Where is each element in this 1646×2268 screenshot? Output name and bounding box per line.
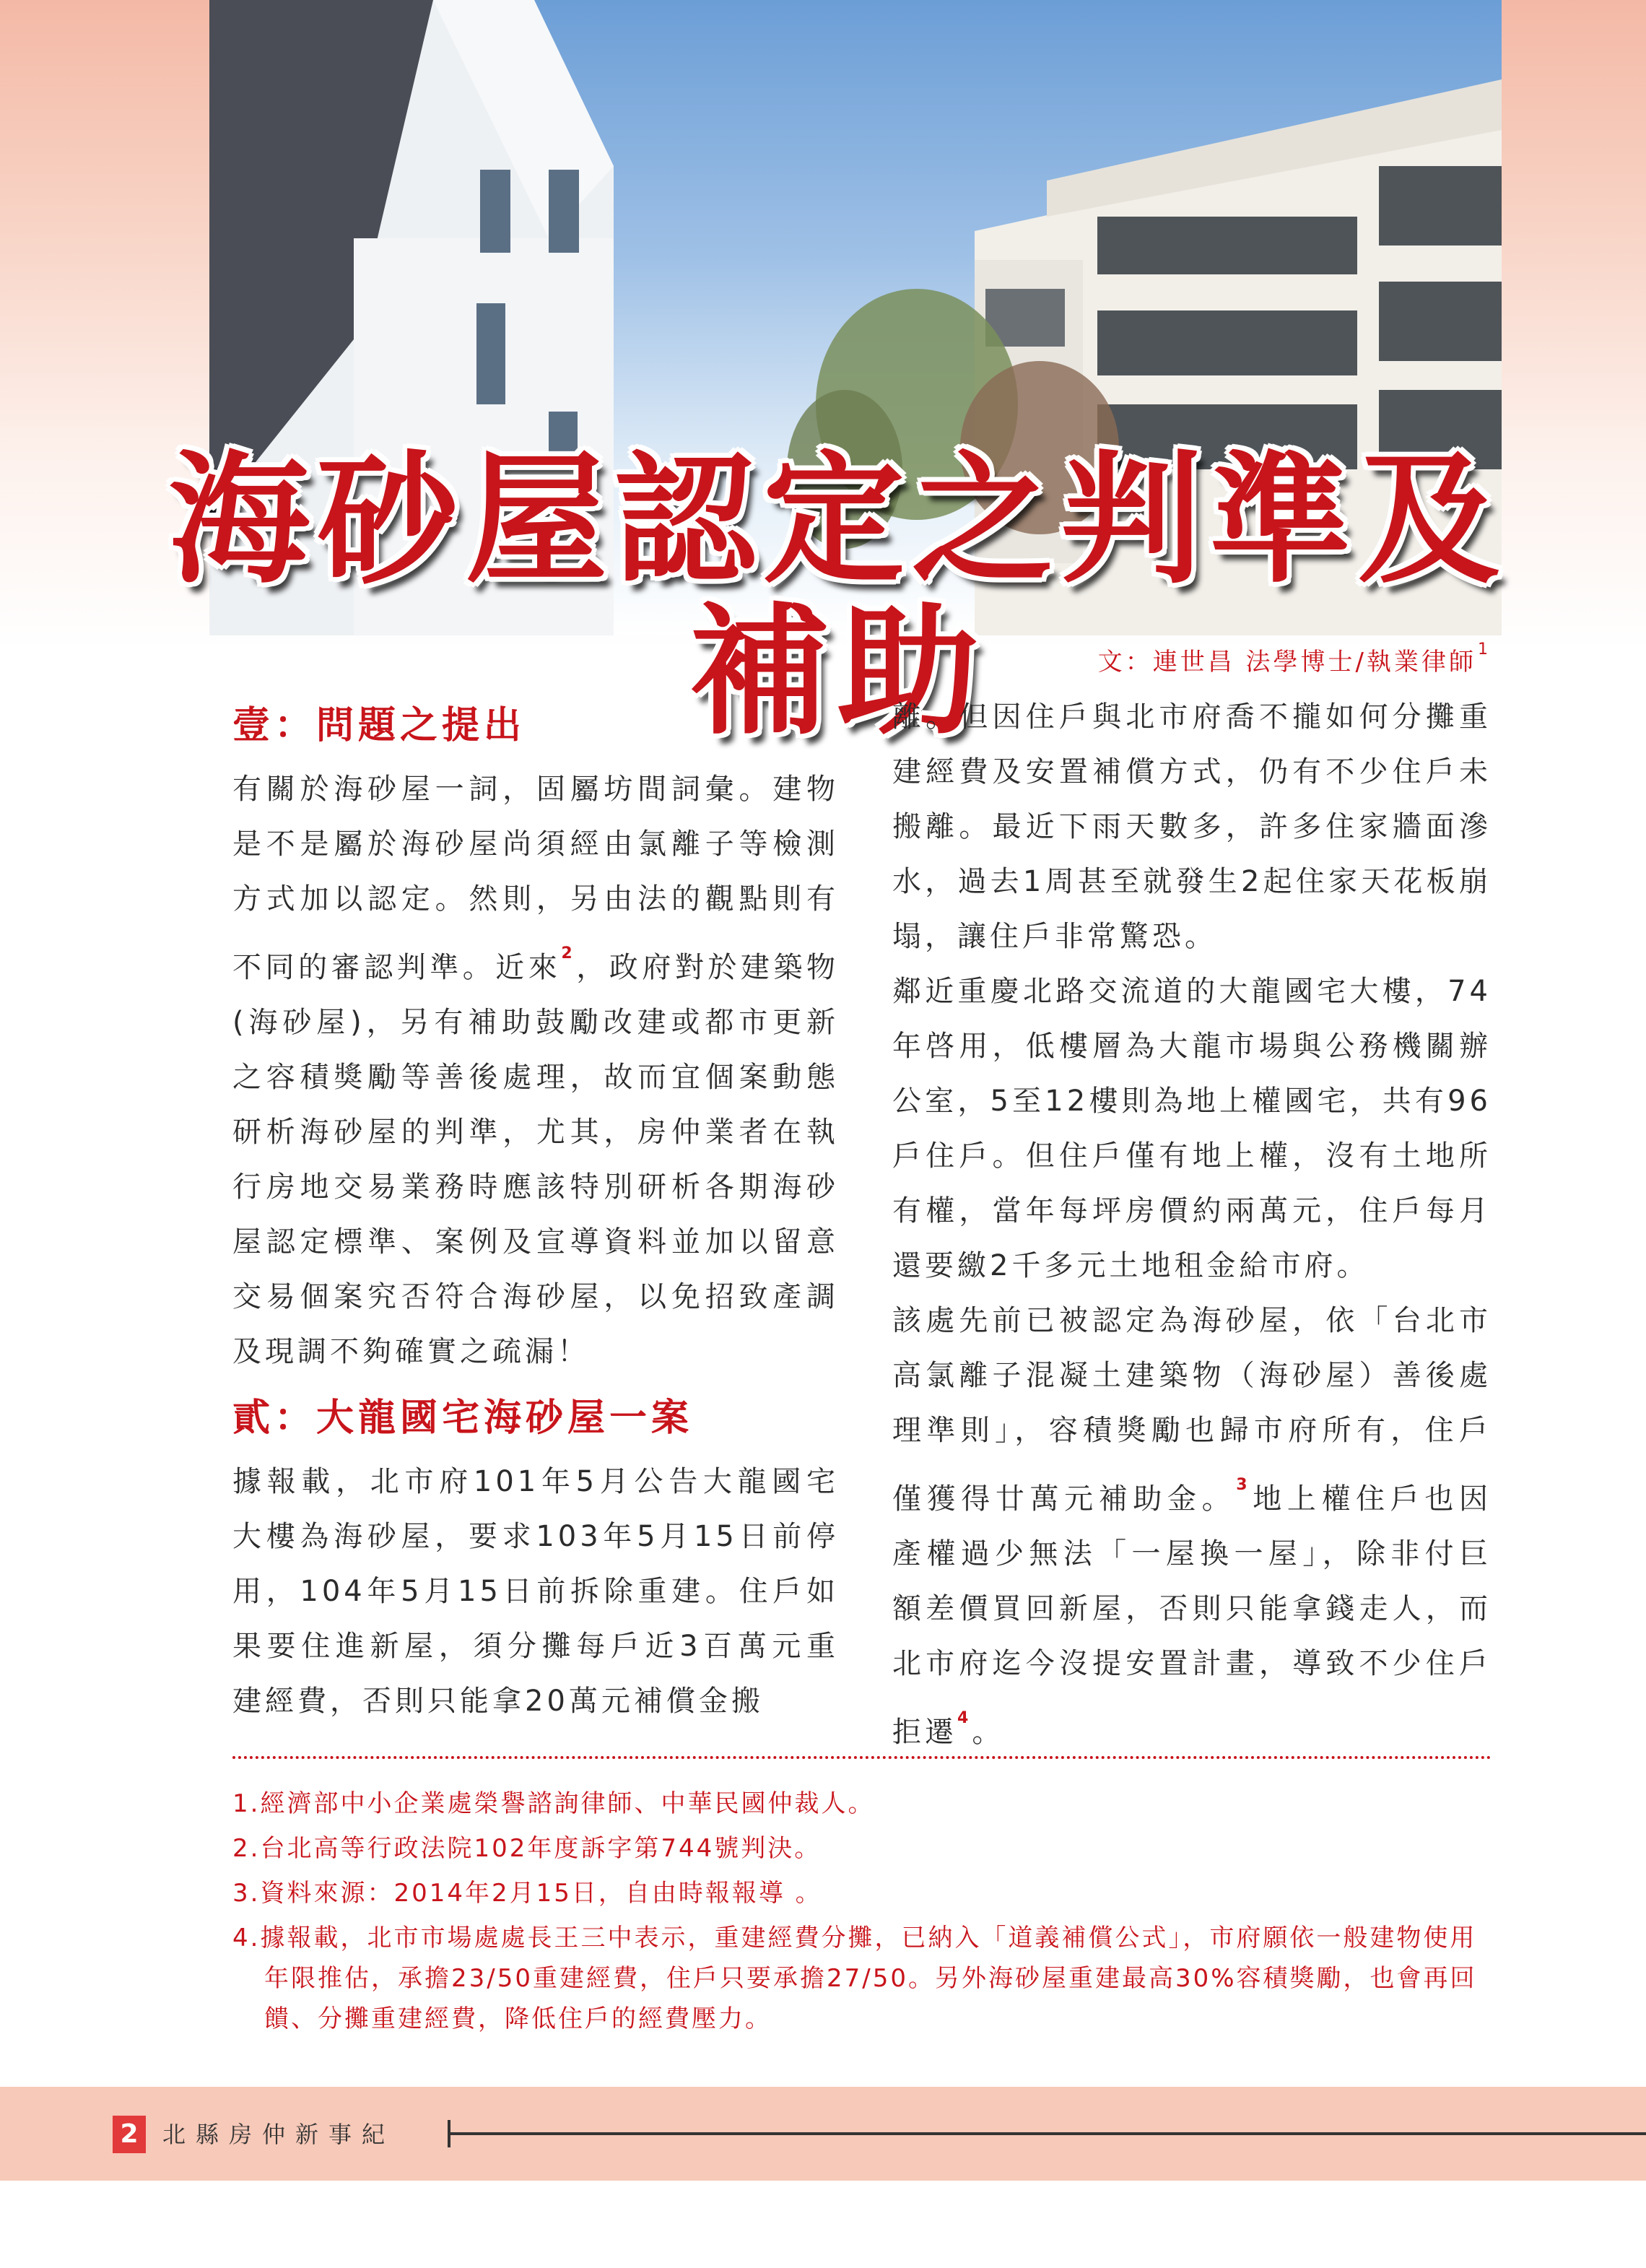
section-2-text-a: 該處先前已被認定為海砂屋，依「台北市高氯離子混凝土建築物（海砂屋）善後處理準則」，容積獎勵也歸市府所有，住戶僅獲得廿萬元補助金。: [892, 1304, 1492, 1516]
article-title: 海砂屋認定之判準及補助: [167, 437, 1507, 755]
right-column: [892, 690, 1492, 1760]
left-column: [232, 690, 839, 1729]
footnote-4: 4.據報載，北市市場處處長王三中表示，重建經費分攤，已納入「道義補償公式」，市府願依一般建物使用年限推估，承擔23/50重建經費，住戶只要承擔27/50。另外海砂屋重建最高30%容積獎勵，也會再回饋、分攤重建經費，降低住戶的經費壓力。: [232, 1924, 1477, 2033]
section-2-heading: 貳：大龍國宅海砂屋一案: [232, 1396, 694, 1440]
footnote-ref-4: 4: [957, 1709, 972, 1727]
magazine-name: 北縣房仲新事紀: [162, 2121, 396, 2148]
footnote-ref-1: 1: [1478, 640, 1491, 659]
byline-text: 文：連世昌 法學博士/執業律師: [1097, 648, 1476, 677]
section-2-text-c: 。: [972, 1716, 1005, 1749]
section-2-paragraph-1: 據報載，北市府101年5月公告大龍國宅大樓為海砂屋，要求103年5月15日前停用，104年5月15日前拆除重建。住戶如果要住進新屋，須分攤每戶近3百萬元重建經費，否則只能拿20萬元補償金搬: [232, 1465, 839, 1718]
author-byline: [1097, 632, 1491, 677]
section-2-paragraph-3: [892, 1293, 1492, 1760]
section-1-paragraph: [232, 762, 839, 1379]
footnote-1: 1.經濟部中小企業處榮譽諮詢律師、中華民國仲裁人。: [232, 1789, 875, 1818]
section-1-heading: 壹：問題之提出: [232, 704, 526, 747]
footnote-divider: [232, 1756, 1492, 1759]
footnote-3: 3.資料來源：2014年2月15日，自由時報報導 。: [232, 1879, 822, 1908]
footnote-ref-2: 2: [561, 944, 576, 963]
section-2-paragraph-1-continued: 離。但因住戶與北市府喬不攏如何分攤重建經費及安置補償方式，仍有不少住戶未搬離。最近下雨天數多，許多住家牆面滲水，過去1周甚至就發生2起住家天花板崩塌，讓住戶非常驚恐。: [892, 700, 1492, 953]
section-1-text-a: 有關於海砂屋一詞，固屬坊間詞彙。建物是不是屬於海砂屋尚須經由氯離子等檢測方式加以認定。然則，另由法的觀點則有不同的審認判準。近來: [232, 773, 839, 984]
section-1-text-b: ，政府對於建築物(海砂屋)，另有補助鼓勵改建或都市更新之容積獎勵等善後處理，故而宜個案動態研析海砂屋的判準，尤其，房仲業者在執行房地交易業務時應該特別研析各期海砂屋認定標準、案例及宣導資料並加以留意交易個案究否符合海砂屋，以免招致產調及現調不夠確實之疏漏！: [232, 951, 840, 1368]
section-2-paragraph-2: 鄰近重慶北路交流道的大龍國宅大樓，74年啓用，低樓層為大龍市場與公務機關辦公室，5至12樓則為地上權國宅，共有96戶住戶。但住戶僅有地上權，沒有土地所有權，當年每坪房價約兩萬元，住戶每月還要繳2千多元土地租金給市府。: [892, 975, 1492, 1282]
footnote-ref-3: 3: [1236, 1476, 1251, 1494]
page-number: 2: [113, 2116, 146, 2153]
footer-rule: [448, 2132, 1646, 2135]
footnote-2: 2.台北高等行政法院102年度訴字第744號判決。: [232, 1834, 822, 1863]
footnotes: [232, 1783, 1492, 2043]
section-2-text-b: 地上權住戶也因產權過少無法「一屋換一屋」，除非付巨額差價買回新屋，否則只能拿錢走人，而北市府迄今沒提安置計畫，導致不少住戶拒遷: [892, 1482, 1492, 1749]
